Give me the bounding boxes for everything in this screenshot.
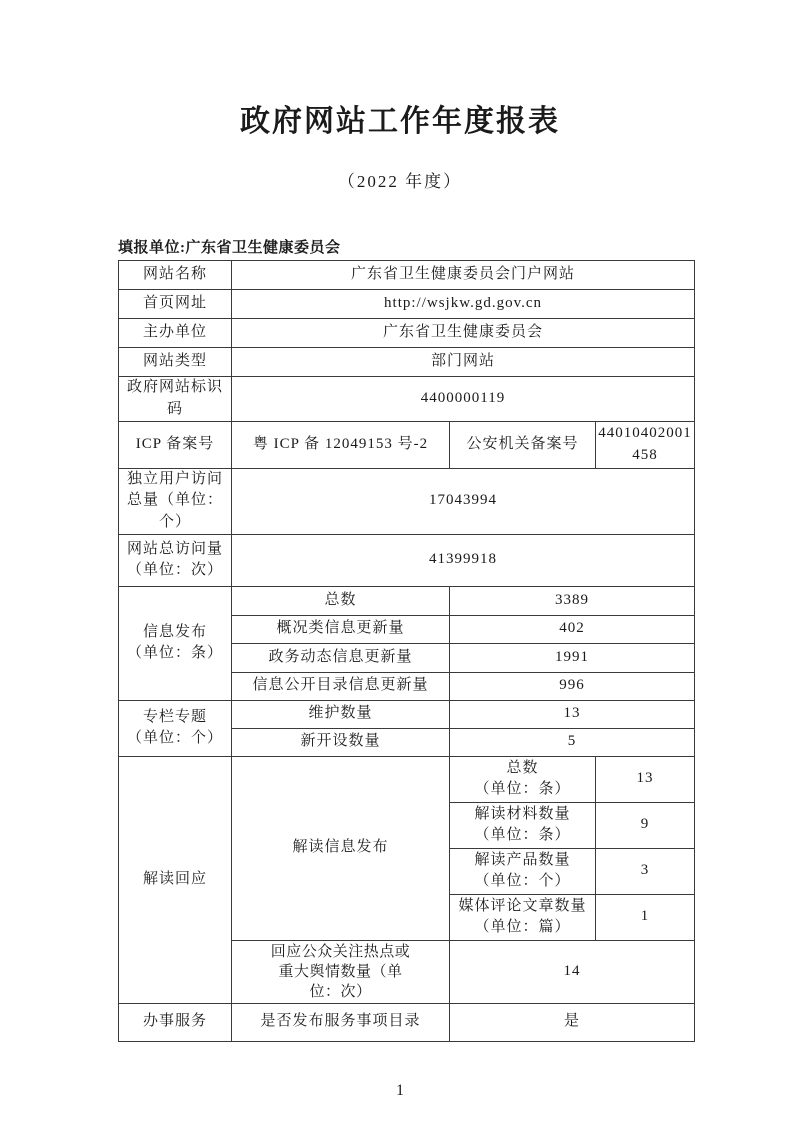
hotspot-value: 14 — [450, 940, 695, 1003]
interp-media-label — [450, 894, 596, 940]
info-catalog-value: 996 — [450, 672, 695, 700]
sub-unit: （单位：篇） — [474, 919, 571, 936]
site-name-label: 网站名称 — [119, 261, 232, 290]
group-unit: （单位：个） — [126, 730, 223, 747]
interp-material-label — [450, 802, 596, 848]
maintained-count-value: 13 — [450, 700, 695, 728]
site-name-value: 广东省卫生健康委员会门户网站 — [232, 261, 695, 290]
table-row — [119, 348, 695, 377]
sub-label: 媒体评论文章数量 — [458, 897, 587, 914]
reporting-unit: 填报单位:广东省卫生健康委员会 — [118, 240, 341, 256]
sub-label: 总数 — [506, 759, 539, 776]
service-catalog-value: 是 — [450, 1003, 695, 1041]
info-catalog-label: 信息公开目录信息更新量 — [232, 672, 450, 700]
sub-label: 解读产品数量 — [474, 851, 571, 868]
total-visits-label: 网站总访问量（单位：次） — [119, 534, 232, 586]
info-overview-value: 402 — [450, 615, 695, 643]
organizer-label: 主办单位 — [119, 319, 232, 348]
interpretation-group-label: 解读回应 — [119, 756, 232, 1003]
info-dynamic-value: 1991 — [450, 643, 695, 672]
icp-label: ICP 备案号 — [119, 421, 232, 468]
interpretation-publish-label: 解读信息发布 — [232, 756, 450, 940]
page-number: 1 — [396, 1081, 404, 1099]
info-dynamic-label: 政务动态信息更新量 — [232, 643, 450, 672]
group-name: 信息发布 — [142, 623, 207, 640]
table-row — [119, 700, 695, 728]
new-count-value: 5 — [450, 728, 695, 756]
table-row — [119, 756, 695, 802]
info-total-label: 总数 — [232, 586, 450, 615]
table-row — [119, 421, 695, 468]
info-publish-group-label — [119, 586, 232, 700]
sub-label: 解读材料数量 — [474, 805, 571, 822]
site-type-label: 网站类型 — [119, 348, 232, 377]
sub-unit: （单位：条） — [474, 781, 571, 798]
info-overview-label: 概况类信息更新量 — [232, 615, 450, 643]
table-row — [119, 319, 695, 348]
group-name: 专栏专题 — [142, 708, 207, 725]
maintained-count-label: 维护数量 — [232, 700, 450, 728]
page-subtitle: （2022 年度） — [337, 172, 463, 191]
info-total-value: 3389 — [450, 586, 695, 615]
interp-product-value: 3 — [596, 848, 695, 894]
special-columns-group-label — [119, 700, 232, 756]
icp-value: 粤 ICP 备 12049153 号-2 — [232, 421, 450, 468]
group-unit: （单位：条） — [126, 645, 223, 662]
page-title: 政府网站工作年度报表 — [240, 105, 560, 138]
table-row — [119, 534, 695, 586]
service-catalog-label: 是否发布服务事项目录 — [232, 1003, 450, 1041]
home-url-label: 首页网址 — [119, 290, 232, 319]
table-row — [119, 261, 695, 290]
table-row — [119, 586, 695, 615]
total-visits-value: 41399918 — [232, 534, 695, 586]
site-type-value: 部门网站 — [232, 348, 695, 377]
interp-total-label — [450, 756, 596, 802]
interp-product-label — [450, 848, 596, 894]
unique-visitors-value: 17043994 — [232, 468, 695, 534]
sub-unit: （单位：个） — [474, 873, 571, 890]
organizer-value: 广东省卫生健康委员会 — [232, 319, 695, 348]
site-code-value: 4400000119 — [232, 377, 695, 422]
interp-material-value: 9 — [596, 802, 695, 848]
report-table — [118, 260, 695, 1042]
interp-total-value: 13 — [596, 756, 695, 802]
table-row — [119, 1003, 695, 1041]
interp-media-value: 1 — [596, 894, 695, 940]
site-code-label: 政府网站标识码 — [119, 377, 232, 422]
service-group-label: 办事服务 — [119, 1003, 232, 1041]
unique-visitors-label: 独立用户访问总量（单位：个） — [119, 468, 232, 534]
sub-unit: （单位：条） — [474, 827, 571, 844]
table-row — [119, 290, 695, 319]
new-count-label: 新开设数量 — [232, 728, 450, 756]
police-record-value: 44010402001458 — [596, 421, 695, 468]
hotspot-label: 回应公众关注热点或重大舆情数量（单位：次） — [232, 940, 450, 1003]
table-row — [119, 468, 695, 534]
home-url-value: http://wsjkw.gd.gov.cn — [232, 290, 695, 319]
table-row — [119, 377, 695, 422]
police-record-label: 公安机关备案号 — [450, 421, 596, 468]
